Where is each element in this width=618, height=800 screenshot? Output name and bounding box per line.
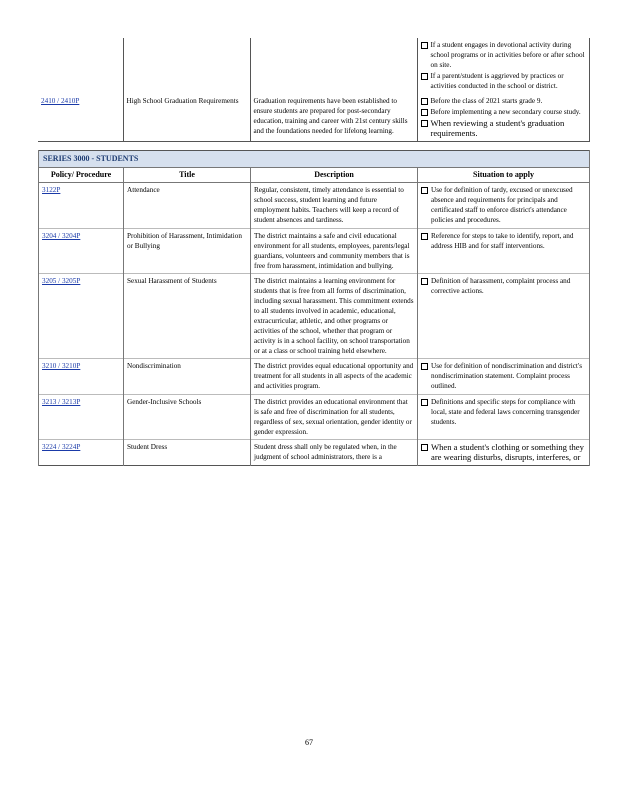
situation-text: Reference for steps to take to identify, report, and address HIB and for staff interventions. (431, 232, 574, 250)
situation-cell (418, 395, 590, 440)
continued-table (38, 38, 590, 142)
description-cell: Student dress shall only be regulated when, in the judgment of school administrators, there is a (251, 440, 418, 466)
title-cell: Nondiscrimination (124, 359, 251, 395)
situation-item (421, 442, 586, 462)
situation-item (421, 40, 586, 70)
document-page (38, 38, 589, 466)
series-3000-table (38, 150, 590, 466)
table-row (39, 229, 590, 274)
title-cell: Gender-Inclusive Schools (124, 395, 251, 440)
situation-item (421, 397, 586, 427)
checkbox-bullet-icon (421, 120, 428, 127)
situation-text: Definitions and specific steps for compliance with local, state and federal laws concerning transgender students. (431, 398, 580, 426)
situation-text: If a student engages in devotional activity during school programs or in activities before or after school on site. (430, 41, 585, 69)
table-row (39, 440, 590, 466)
checkbox-bullet-icon (421, 363, 428, 370)
policy-cell (39, 183, 124, 229)
table-row (39, 183, 590, 229)
policy-link[interactable]: 3204 / 3204P (42, 232, 81, 240)
situation-item (421, 71, 586, 91)
situation-text: Use for definition of tardy, excused or unexcused absence and requirements for principals and certificated staff to enforce district's attendance policies and procedures. (431, 186, 573, 224)
policy-cell (38, 94, 123, 142)
policy-cell (39, 440, 124, 466)
policy-cell (39, 229, 124, 274)
situation-item (421, 361, 586, 391)
situation-cell (418, 274, 590, 359)
description-cell: The district provides equal educational opportunity and treatment for all students in all aspects of the academic and activities program. (251, 359, 418, 395)
policy-link[interactable]: 3213 / 3213P (42, 398, 81, 406)
policy-link[interactable]: 3205 / 3205P (42, 277, 81, 285)
checkbox-bullet-icon (421, 233, 428, 240)
table-row (38, 38, 589, 94)
checkbox-bullet-icon (421, 278, 428, 285)
policy-link[interactable]: 3122P (42, 186, 61, 194)
situation-text: Use for definition of nondiscrimination and district's nondiscrimination statement. Complaint process outlined. (431, 362, 583, 390)
title-cell: Sexual Harassment of Students (124, 274, 251, 359)
series-heading: SERIES 3000 - STUDENTS (39, 151, 590, 168)
header-title: Title (124, 168, 251, 183)
table-row (39, 359, 590, 395)
situation-item (421, 118, 586, 138)
policy-cell (38, 38, 123, 94)
description-cell: The district maintains a learning environment for students that is free from all forms of discrimination, including sexual harassment. This commitment extends to all students involved in academic, educational, extracurricular, athletic, and other programs or activities of the school, whether that program or activity is in a school facility, on school transportation or at a class or school training held elsewhere. (251, 274, 418, 359)
policy-link[interactable]: 3224 / 3224P (42, 443, 81, 451)
checkbox-bullet-icon (421, 109, 428, 116)
table-row (39, 274, 590, 359)
title-cell: Attendance (124, 183, 251, 229)
policy-cell (39, 274, 124, 359)
header-policy: Policy/ Procedure (39, 168, 124, 183)
checkbox-bullet-icon (421, 399, 428, 406)
description-cell: The district provides an educational environment that is safe and free of discrimination for all students, regardless of sex, sexual orientation, gender identity or gender expression. (251, 395, 418, 440)
situation-cell (417, 94, 589, 142)
situation-text: When a student's clothing or something they are wearing disturbs, disrupts, interferes, or (431, 442, 584, 462)
table-row (39, 395, 590, 440)
situation-item (421, 231, 586, 251)
title-cell: Student Dress (124, 440, 251, 466)
checkbox-bullet-icon (421, 42, 428, 49)
header-situation: Situation to apply (418, 168, 590, 183)
checkbox-bullet-icon (421, 73, 428, 80)
situation-cell (418, 183, 590, 229)
page-number: 67 (305, 738, 313, 747)
situation-item (421, 185, 586, 225)
description-cell: The district maintains a safe and civil educational environment for all students, employees, parents/legal guardians, volunteers and community members that is free from harassment, intimidation and bullying. (251, 229, 418, 274)
situation-text: Definition of harassment, complaint process and corrective actions. (431, 277, 571, 295)
situation-cell (418, 229, 590, 274)
situation-cell (417, 38, 589, 94)
title-cell: High School Graduation Requirements (123, 94, 250, 142)
situation-text: Before implementing a new secondary course study. (430, 108, 581, 116)
situation-cell (418, 359, 590, 395)
situation-item (421, 107, 586, 117)
situation-cell (418, 440, 590, 466)
description-cell: Regular, consistent, timely attendance is essential to school success, student learning and future employment habits. Teachers will keep a record of student absences and tardiness. (251, 183, 418, 229)
situation-text: If a parent/student is aggrieved by practices or activities conducted in the school or district. (430, 72, 564, 90)
situation-text: Before the class of 2021 starts grade 9. (430, 97, 543, 105)
description-cell (250, 38, 417, 94)
situation-text: When reviewing a student's graduation requirements. (430, 118, 565, 138)
policy-link[interactable]: 3210 / 3210P (42, 362, 81, 370)
checkbox-bullet-icon (421, 98, 428, 105)
policy-link[interactable]: 2410 / 2410P (41, 97, 80, 105)
policy-cell (39, 359, 124, 395)
checkbox-bullet-icon (421, 187, 428, 194)
policy-cell (39, 395, 124, 440)
description-cell: Graduation requirements have been established to ensure students are prepared for post-secondary education, training and career with 21st century skills and the foundations needed for lifelong learning. (250, 94, 417, 142)
situation-item (421, 96, 586, 106)
table-row (38, 94, 589, 142)
checkbox-bullet-icon (421, 444, 428, 451)
title-cell: Prohibition of Harassment, Intimidation or Bullying (124, 229, 251, 274)
title-cell (123, 38, 250, 94)
header-description: Description (251, 168, 418, 183)
situation-item (421, 276, 586, 296)
